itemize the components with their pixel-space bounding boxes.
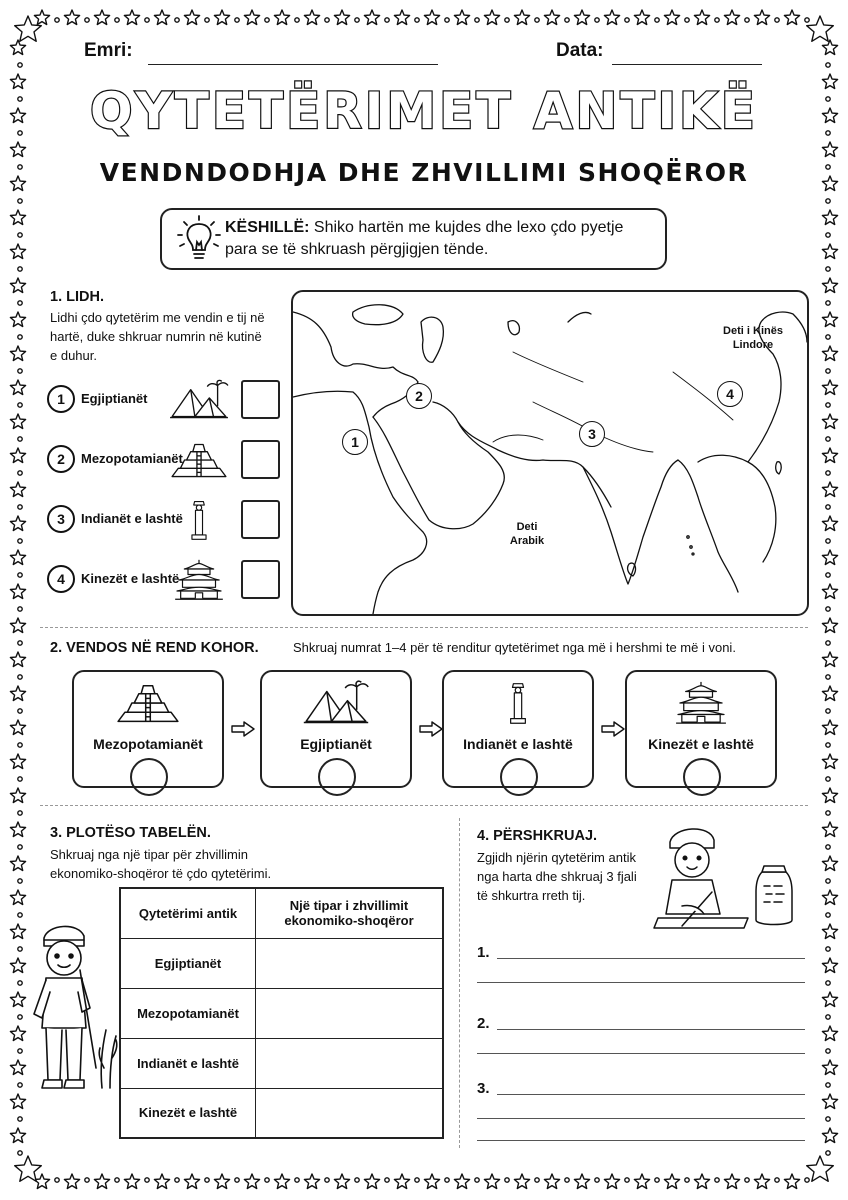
table-header-feature: Një tipar i zhvillimit ekonomiko-shoqëror [256, 888, 444, 938]
map-marker-4: 4 [717, 381, 743, 407]
timeline-card-label: Kinezët e lashtë [648, 736, 754, 752]
map-label-east-china-sea: Deti i Kinës Lindore [723, 325, 783, 351]
order-circle[interactable] [130, 758, 168, 796]
writing-line[interactable] [477, 1118, 805, 1119]
pillar-icon [444, 680, 592, 731]
writing-line[interactable] [477, 1140, 805, 1141]
section3-title: 3. PLOTËSO TABELËN. [50, 825, 211, 841]
section1-title: 1. LIDH. [50, 289, 104, 305]
order-circle[interactable] [683, 758, 721, 796]
farmer-boy-illustration [30, 918, 120, 1098]
order-circle[interactable] [500, 758, 538, 796]
table-answer-cell[interactable] [256, 1088, 444, 1138]
table-row [120, 1088, 443, 1138]
map-marker-2: 2 [406, 383, 432, 409]
writing-line[interactable] [497, 958, 805, 959]
lightbulb-icon [176, 214, 222, 264]
pagoda-icon [627, 680, 775, 731]
timeline-card-label: Indianët e lashtë [463, 736, 573, 752]
table-row [120, 1038, 443, 1088]
divider [40, 805, 808, 806]
date-field[interactable] [612, 64, 762, 65]
pyramids-icon [168, 378, 230, 427]
page-subtitle: VENDNDODHJA DHE ZHVILLIMI SHOQËROR [99, 158, 749, 187]
arrow-right-icon [418, 720, 444, 743]
table-cell-civilization: Mezopotamianët [120, 988, 256, 1038]
pillar-icon [168, 498, 230, 547]
vertical-divider [459, 818, 460, 1148]
tip-box [160, 208, 667, 270]
section4-title: 4. PËRSHKRUAJ. [477, 828, 598, 844]
table-answer-cell[interactable] [256, 988, 444, 1038]
item-number: 4 [47, 565, 75, 593]
sentence-number: 1. [477, 944, 490, 961]
ziggurat-icon [74, 680, 222, 731]
section2-title: 2. VENDOS NË REND KOHOR. [50, 640, 259, 656]
sentence-number: 2. [477, 1015, 490, 1032]
map-marker-3: 3 [579, 421, 605, 447]
table-cell-civilization: Indianët e lashtë [120, 1038, 256, 1088]
tip-text [225, 217, 655, 261]
table-row [120, 988, 443, 1038]
civilization-table [119, 887, 444, 1139]
answer-box[interactable] [241, 380, 280, 419]
pyramids-icon [262, 680, 410, 731]
answer-box[interactable] [241, 440, 280, 479]
divider [40, 627, 808, 628]
timeline-card [442, 670, 594, 788]
timeline-card [72, 670, 224, 788]
item-number: 1 [47, 385, 75, 413]
sentence-number: 3. [477, 1080, 490, 1097]
writing-boy-illustration [652, 822, 802, 932]
page-title: QYTETËRIMET ANTIKË [90, 82, 758, 140]
map-marker-1: 1 [342, 429, 368, 455]
writing-line[interactable] [477, 982, 805, 983]
section3-instruction: Shkruaj nga një tipar për zhvillimin ekonomiko-shoqëror të çdo qytetërimi. [50, 847, 272, 881]
arrow-right-icon [600, 720, 626, 743]
civilization-label: Kinezët e lashtë [81, 571, 180, 586]
ziggurat-icon [168, 438, 230, 487]
table-answer-cell[interactable] [256, 1038, 444, 1088]
tip-body: Shiko hartën me kujdes dhe lexo çdo pyetje para se të shkruash përgjigjen tënde. [225, 219, 624, 258]
answer-box[interactable] [241, 560, 280, 599]
civilization-label: Mezopotamianët [81, 451, 183, 466]
civilization-label: Egjiptianët [81, 391, 148, 406]
civilization-label: Indianët e lashtë [81, 511, 183, 526]
map [291, 290, 809, 616]
table-cell-civilization: Egjiptianët [120, 938, 256, 988]
section1-instruction: Lidhi çdo qytetërim me vendin e tij në hartë, duke shkruar numrin në kutinë e duhur. [50, 310, 265, 363]
date-label: Data: [556, 40, 604, 61]
table-row [120, 938, 443, 988]
timeline-card [260, 670, 412, 788]
table-header-civilization: Qytetërimi antik [120, 888, 256, 938]
timeline-card [625, 670, 777, 788]
writing-line[interactable] [497, 1094, 805, 1095]
name-label: Emri: [84, 40, 133, 61]
item-number: 2 [47, 445, 75, 473]
section4-instruction: Zgjidh njërin qytetërim antik nga harta dhe shkruaj 3 fjali të shkurtra rreth tij. [477, 850, 637, 903]
name-field[interactable] [148, 64, 438, 65]
section2-instruction: Shkruaj numrat 1–4 për të renditur qytetërimet nga më i hershmi te më i voni. [293, 640, 736, 655]
writing-line[interactable] [477, 1053, 805, 1054]
table-cell-civilization: Kinezët e lashtë [120, 1088, 256, 1138]
table-answer-cell[interactable] [256, 938, 444, 988]
writing-line[interactable] [497, 1029, 805, 1030]
timeline-card-label: Mezopotamianët [93, 736, 203, 752]
arrow-right-icon [230, 720, 256, 743]
map-label-arabian-sea: Deti Arabik [509, 521, 545, 547]
timeline-card-label: Egjiptianët [300, 736, 372, 752]
answer-box[interactable] [241, 500, 280, 539]
tip-label: KËSHILLË: [225, 219, 310, 236]
item-number: 3 [47, 505, 75, 533]
pagoda-icon [168, 558, 230, 607]
order-circle[interactable] [318, 758, 356, 796]
